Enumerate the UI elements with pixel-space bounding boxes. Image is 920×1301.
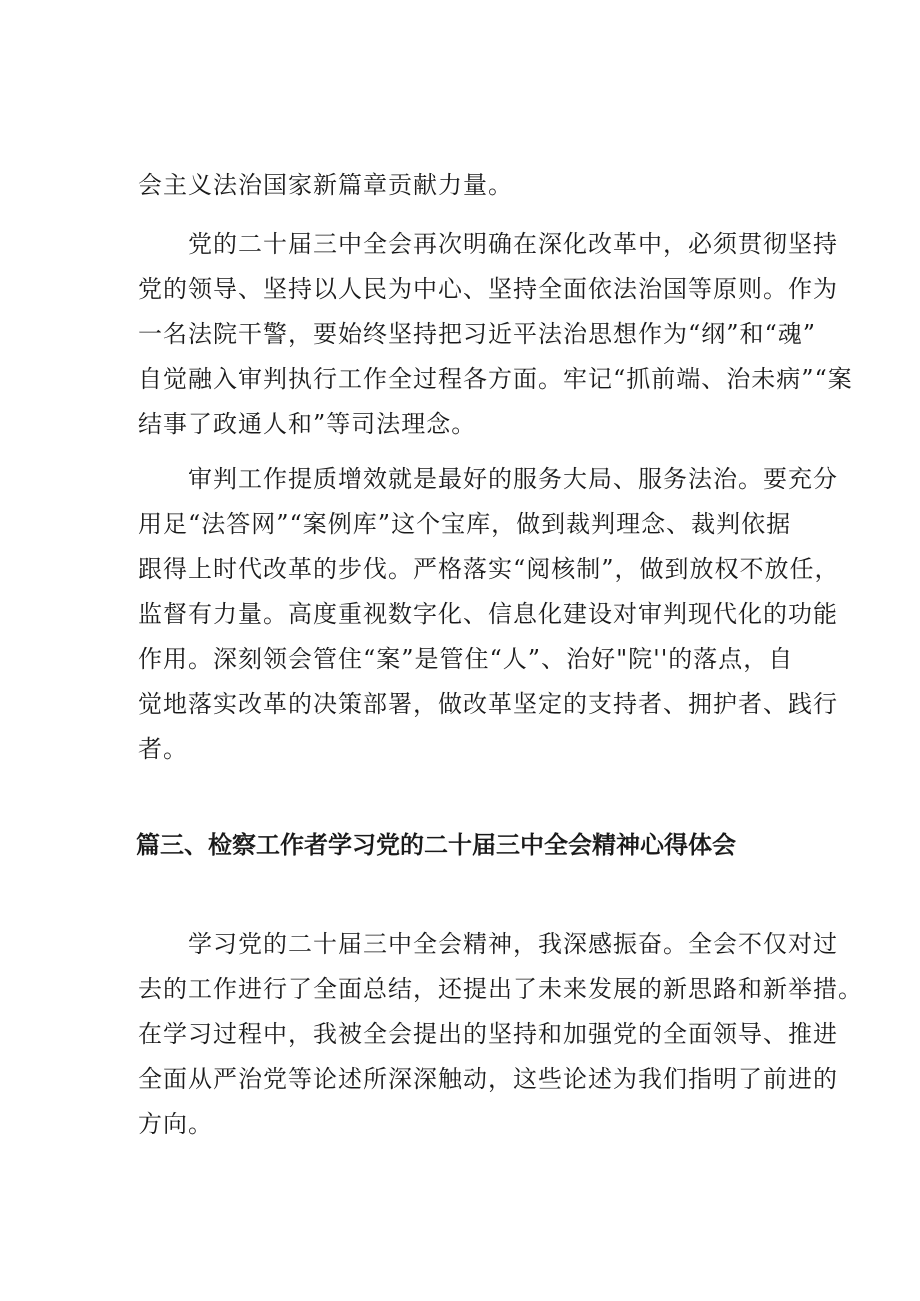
section-heading: 篇三、检察工作者学习党的二十届三中全会精神心得体会 bbox=[136, 831, 736, 859]
paragraph-study-session bbox=[138, 922, 863, 1147]
paragraph-line: 党的二十届三中全会再次明确在深化改革中，必须贯彻坚持 bbox=[188, 230, 838, 258]
paragraph-line: 自觉融入审判执行工作全过程各方面。牢记“抓前端、治未病”“案 bbox=[138, 365, 853, 393]
paragraph-line: 会主义法治国家新篇章贡献力量。 bbox=[138, 171, 513, 199]
paragraph-line: 方向。 bbox=[138, 1110, 213, 1138]
paragraph-line: 党的领导、坚持以人民为中心、坚持全面依法治国等原则。作为 bbox=[138, 275, 838, 303]
paragraph-line: 跟得上时代改革的步伐。严格落实“阅核制”，做到放权不放任， bbox=[138, 555, 840, 583]
paragraph-trial-quality bbox=[138, 457, 840, 772]
paragraph-line: 觉地落实改革的决策部署，做改革坚定的支持者、拥护者、践行 bbox=[138, 690, 838, 718]
continuation-paragraph bbox=[138, 163, 788, 208]
paragraph-line: 作用。深刻领会管住“案”是管住“人”、治好"院''的落点，自 bbox=[138, 645, 794, 673]
paragraph-line: 结事了政通人和”等司法理念。 bbox=[138, 410, 477, 438]
paragraph-line: 者。 bbox=[138, 735, 188, 763]
paragraph-line: 一名法院干警，要始终坚持把习近平法治思想作为“纲”和“魂” bbox=[138, 320, 817, 348]
paragraph-line: 监督有力量。高度重视数字化、信息化建设对审判现代化的功能 bbox=[138, 600, 838, 628]
paragraph-line: 全面从严治党等论述所深深触动，这些论述为我们指明了前进的 bbox=[138, 1065, 838, 1093]
paragraph-line: 用足“法答网”“案例库”这个宝库，做到裁判理念、裁判依据 bbox=[138, 510, 792, 538]
paragraph-line: 审判工作提质增效就是最好的服务大局、服务法治。要充分 bbox=[188, 465, 838, 493]
paragraph-party-leadership bbox=[138, 222, 853, 447]
paragraph-line: 去的工作进行了全面总结，还提出了未来发展的新思路和新举措。 bbox=[138, 975, 863, 1003]
paragraph-line: 学习党的二十届三中全会精神，我深感振奋。全会不仅对过 bbox=[188, 930, 838, 958]
paragraph-line: 在学习过程中，我被全会提出的坚持和加强党的全面领导、推进 bbox=[138, 1020, 838, 1048]
